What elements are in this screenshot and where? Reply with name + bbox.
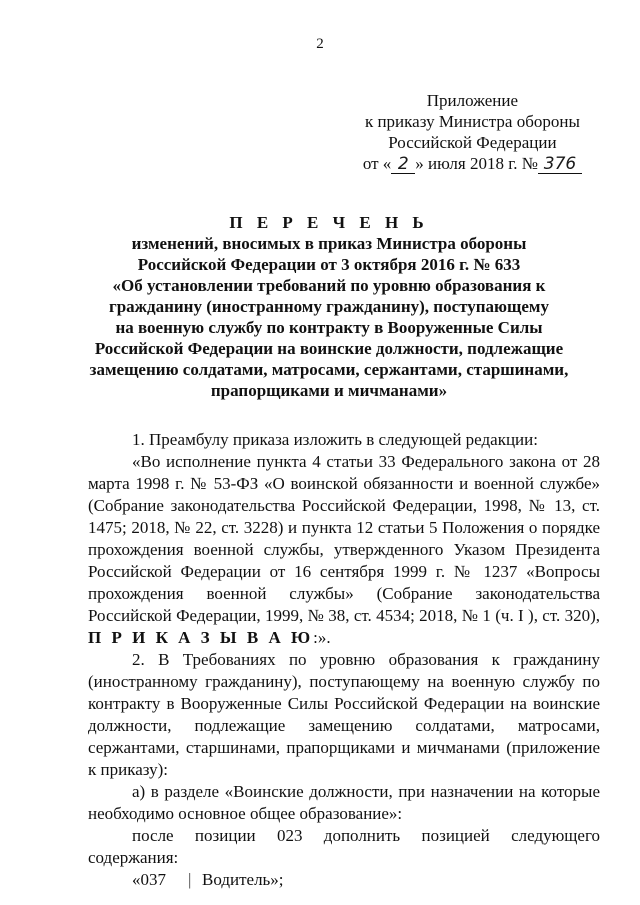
position-code: «037 [132,870,166,889]
paragraph-2-text: «Во исполнение пункта 4 статьи 33 Федерального закона от 28 марта 1998 г. № 53-ФЗ «О воинской обязанности и военной службе» (Собрание законодательства Российской Федерации, 1998, № 13, ст. 1475; 2018, № 22, ст. 3228) и пункта 12 статьи 5 Положения о порядке прохождения военной службы, утвержденного Указом Президента Российской Федерации от 16 сентября 1999 г. № 1237 «Вопросы прохождения военной службы» (Собрание законодательства Российской Федерации, 1999, № 38, ст. 4534; 2018, № 1 (ч. I ), ст. 320), [88,452,600,625]
appendix-line-2: к приказу Министра обороны [364,112,580,131]
paragraph-2-end: :». [313,628,331,647]
column-separator: | [188,870,192,889]
appendix-line-1: Приложение [426,91,519,110]
paragraph-3: 2. В Требованиях по уровню образования к гражданину (иностранному гражданину), поступающему на военную службу по контракту в Вооруженные Силы Российской Федерации на воинские должности, подлежащие замещению солдатами, матросами, сержантами, старшинами, прапорщиками и мичманами (приложение к приказу): [88,650,600,779]
document-title [64,212,594,401]
title-line: изменений, вносимых в приказ Министра обороны [131,234,527,253]
paragraph-5: после позиции 023 дополнить позицией следующего содержания: [88,826,600,867]
title-line: на военную службу по контракту в Вооруженные Силы [115,318,543,337]
handwritten-order-number: 376 [538,156,582,174]
title-line: Российской Федерации от 3 октября 2016 г. № 633 [137,255,521,274]
date-prefix: от « [362,154,392,173]
paragraph-1: 1. Преамбулу приказа изложить в следующей редакции: [132,430,538,449]
position-row [132,869,600,891]
appendix-date-line [363,153,582,174]
order-keyword: П Р И К А З Ы В А Ю [88,628,314,647]
title-line: замещению солдатами, матросами, сержантами, старшинами, [89,360,569,379]
paragraph-2 [88,451,600,649]
paragraph-4: а) в разделе «Воинские должности, при назначении на которые необходимо основное общее образование»: [88,782,600,823]
appendix-line-3: Российской Федерации [388,133,557,152]
appendix-block [363,90,582,174]
handwritten-day: 2 [391,156,415,174]
title-line: прапорщиками и мичманами» [210,381,448,400]
page-number: 2 [316,36,324,52]
title-line: Российской Федерации на воинские должности, подлежащие [94,339,564,358]
title-line: «Об установлении требований по уровню образования к [112,276,546,295]
title-heading: П Е Р Е Ч Е Н Ь [229,213,429,232]
position-title: Водитель»; [202,870,284,889]
document-body [88,429,600,891]
date-mid: » июля 2018 г. № [415,154,538,173]
title-line: гражданину (иностранному гражданину), поступающему [108,297,550,316]
